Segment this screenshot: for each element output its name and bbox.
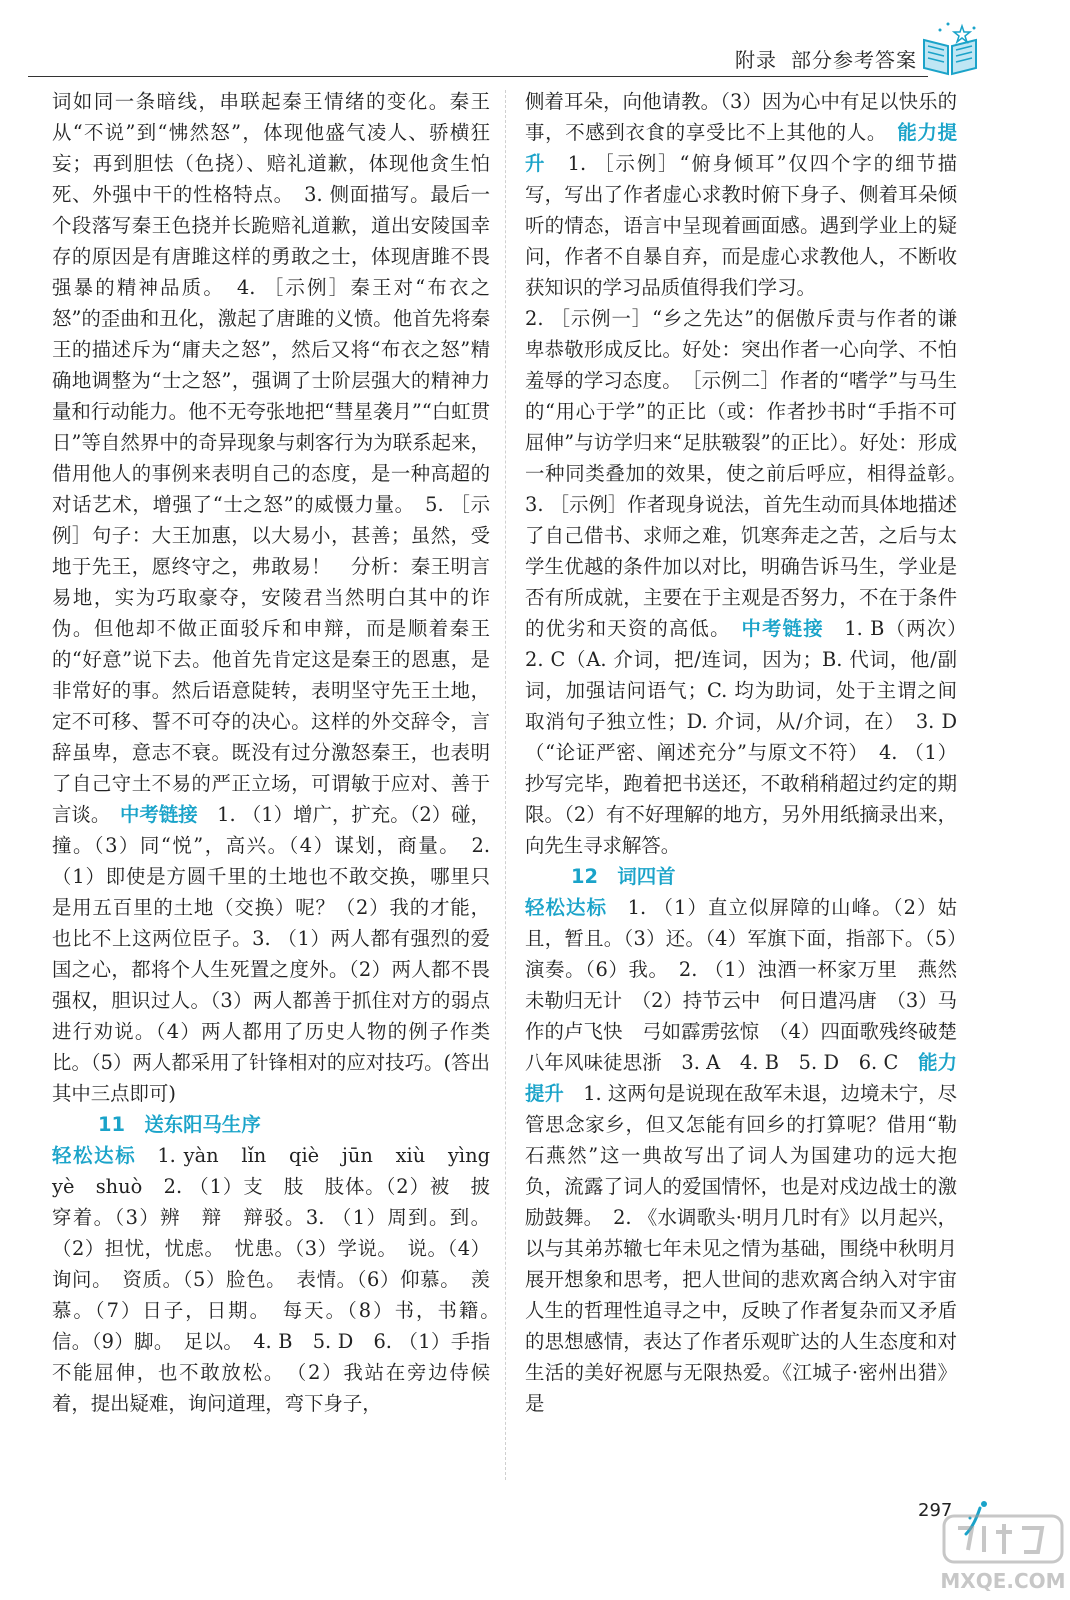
- page-header: [735, 44, 917, 73]
- answer-text: 1. B（两次） 2. C（A. 介词，把/连词，因为；B. 代词，他/副词，加强诘问语气；C. 均为助词，处于主谓之间取消句子独立性；D. 介词，从/介词，在） 3. D（“论证严密、阐述充分”与原文不符） 4. （1）抄写完毕，跑着把书送还，不敢稍稍超过约定的期限。（2）有不好理解的地方，另外用纸摘录出来，向先生寻求解答。: [525, 617, 977, 857]
- lesson-title: 11 送东阳马生序: [98, 1113, 261, 1136]
- column-divider: [505, 90, 506, 1480]
- page-number: 297: [918, 1500, 953, 1521]
- right-paragraph: [525, 892, 977, 1419]
- left-paragraph: [52, 86, 490, 1109]
- book-icon: [918, 18, 982, 82]
- watermark-logo: [938, 1510, 1068, 1596]
- answer-text: 1. 这两句是说现在敌军未退，边境未宁，尽管思念家乡，但又怎能有回乡的打算呢？借用“勒石燕然”这一典故写出了词人为国建功的远大抱负，流露了词人的爱国情怀，也是对戍边战士的激励鼓舞。 2. 《水调歌头·明月几时有》以月起兴，以与其弟苏辙七年未见之情为基础，围绕中秋明月展开想象和思考，把人世间的悲欢离合纳入对宇宙人生的哲理性追寻之中，反映了作者复杂而又矛盾的思想感情，表达了作者乐观旷达的人生态度和对生活的美好祝愿与无限热爱。《江城子·密州出猎》是: [525, 1082, 957, 1415]
- right-column: [525, 86, 977, 1419]
- answer-text: 1. ［示例］“俯身倾耳”仅四个字的细节描写，写出了作者虚心求教时俯下身子、侧着耳朵倾听的情态，语言中呈现着画面感。遇到学业上的疑问，作者不自暴自弃，而是虚心求教他人，不断收获知识的学习品质值得我们学习。: [525, 152, 958, 299]
- answer-text: 1. yàn lǐn qiè jūn xiù yìng yè shuò 2. （1）支 肢 肢体。（2）被 披 穿着。（3）辨 辩 辩驳。3. （1）周到。到。（2）担忧，忧虑。 忧患。（3）学说。 说。（4）询问。 资质。（5）脸色。 表情。（6）仰慕。 羡慕。（7）日子，日期。 每天。（8）书，书籍。 信。（9）脚。 足以。 4. B 5. D 6. （1）手指不能屈伸，也不敢放松。 （2）我站在旁边侍候着，提出疑难，询问道理，弯下身子，: [52, 1144, 510, 1415]
- section-tag: 中考链接: [741, 617, 824, 640]
- section-tag: 能力提升: [525, 121, 957, 175]
- watermark-text: MXQE.COM: [940, 1569, 1066, 1593]
- header-title: 部分参考答案: [791, 48, 917, 72]
- section-tag: 轻松达标: [525, 896, 608, 919]
- header-rule: [28, 76, 928, 77]
- section-tag: 中考链接: [120, 803, 198, 826]
- lesson-title: 12 词四首: [571, 865, 676, 888]
- answer-text: 侧着耳朵，向他请教。（3）因为心中有足以快乐的事，不感到衣食的享受比不上其他的人。: [525, 90, 957, 144]
- section-tag: 轻松达标: [52, 1144, 137, 1167]
- answer-text: 1. （1）增广，扩充。（2）碰，撞。（3）同“悦”，高兴。（4）谋划，商量。 2. （1）即使是方圆千里的土地也不敢交换，哪里只是用五百里的土地（交换）呢？（2）我的才能，也比不上这两位臣子。3. （1）两人都有强烈的爱国之心，都将个人生死置之度外。（2）两人都不畏强权，胆识过人。（3）两人都善于抓住对方的弱点进行劝说。（4）两人都用了历史人物的例子作类比。（5）两人都采用了针锋相对的应对技巧。(答出其中三点即可): [52, 803, 491, 1105]
- header-section: 附录: [735, 48, 777, 72]
- answer-text: 词如同一条暗线，串联起秦王情绪的变化。秦王从“不说”到“怫然怒”，体现他盛气凌人、骄横狂妄；再到胆怯（色挠）、赔礼道歉，体现他贪生怕死、外强中干的性格特点。 3. 侧面描写。最后一个段落写秦王色挠并长跪赔礼道歉，道出安陵国幸存的原因是有唐雎这样的勇敢之士，体现唐雎不畏强暴的精神品质。 4. ［示例］秦王对“布衣之怒”的歪曲和丑化，激起了唐雎的义愤。他首先将秦王的描述斥为“庸夫之怒”，然后又将“布衣之怒”精确地调整为“士之怒”，强调了士阶层强大的精神力量和行动能力。他不无夸张地把“彗星袭月”“白虹贯日”等自然界中的奇异现象与刺客行为为联系起来，借用他人的事例来表明自己的态度，是一种高超的对话艺术，增强了“士之怒”的威慑力量。 5. ［示例］句子：大王加惠，以大易小，甚善；虽然，受地于先王，愿终守之，弗敢易！ 分析：秦王明言易地，实为巧取豪夺，安陵君当然明白其中的诈伪。但他却不做正面驳斥和申辩，而是顺着秦王的“好意”说下去。他首先肯定这是秦王的恩惠，是非常好的事。然后语意陡转，表明坚守先王土地，定不可移、誓不可夺的决心。这样的外交辞令，言辞虽卑，意志不衰。既没有过分激怒秦王，也表明了自己守土不易的严正立场，可谓敏于应对、善于言谈。: [52, 90, 490, 826]
- right-paragraph: [525, 303, 977, 861]
- answer-text: 1. （1）直立似屏障的山峰。（2）姑且，暂且。（3）还。（4）军旗下面，指部下。（5）演奏。（6）我。 2. （1）浊酒一杯家万里 燕然未勒归无计 （2）持节云中 何日遣冯唐 （3）马作的卢飞快 弓如霹雳弦惊 （4）四面歌残终破楚 八年风味徒思浙 3. A 4. B 5. D 6. C: [525, 896, 977, 1074]
- right-paragraph: [525, 86, 957, 303]
- left-column: [52, 86, 510, 1419]
- lesson-heading: [52, 1109, 490, 1140]
- lesson-heading: [525, 861, 957, 892]
- left-paragraph: [52, 1140, 510, 1419]
- answer-text: 2. ［示例一］“乡之先达”的倨傲斥责与作者的谦卑恭敬形成反比。好处：突出作者一心向学、不怕羞辱的学习态度。 ［示例二］作者的“嗜学”与马生的“用心于学”的正比（或：作者抄书时“手指不可屈伸”与访学归来“足肤皲裂”的正比）。好处：形成一种同类叠加的效果，使之前后呼应，相得益彰。 3. ［示例］作者现身说法，首先生动而具体地描述了自己借书、求师之难，饥寒奔走之苦，之后与太学生优越的条件加以对比，明确告诉马生，学业是否有所成就，主要在于主观是否努力，不在于条件的优劣和天资的高低。: [525, 307, 977, 640]
- section-tag: 能力提升: [525, 1051, 957, 1105]
